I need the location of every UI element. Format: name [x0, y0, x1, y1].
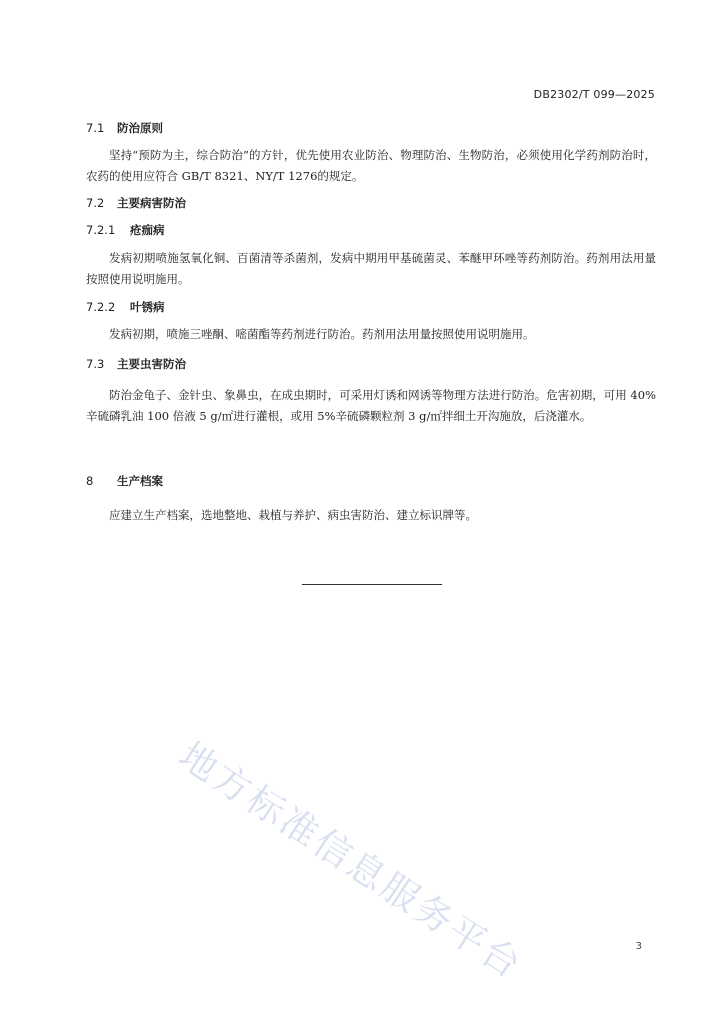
section-title: 主要病害防治 — [117, 196, 186, 210]
paragraph: 防治金龟子、金针虫、象鼻虫，在成虫期时，可采用灯诱和网诱等物理方法进行防治。危害初期，可用 40%辛硫磷乳油 100 倍液 5 g/㎡进行灌根，或用 5%辛硫磷颗粒剂 3 g/㎡拌细土开沟施放，后浇灌水。 — [86, 388, 656, 423]
section-heading-7-1 — [86, 120, 163, 136]
section-heading-7-2 — [86, 195, 186, 211]
section-heading-8 — [86, 473, 163, 489]
section-number: 7.2.1 — [86, 223, 116, 237]
section-title: 生产档案 — [117, 474, 163, 488]
section-number: 8 — [86, 474, 94, 488]
end-rule — [302, 584, 442, 585]
paragraph: 应建立生产档案，选地整地、栽植与养护、病虫害防治、建立标识牌等。 — [109, 508, 477, 522]
section-title: 叶锈病 — [130, 300, 165, 314]
paragraph: 发病初期，喷施三唑酮、嘧菌酯等药剂进行防治。药剂用法用量按照使用说明施用。 — [109, 327, 535, 341]
watermark: 地方标准信息服务平台 — [171, 733, 531, 988]
section-title: 疮痂病 — [130, 223, 165, 237]
section-heading-7-2-2 — [86, 299, 165, 315]
section-number: 7.2 — [86, 196, 105, 210]
section-title: 主要虫害防治 — [117, 357, 186, 371]
section-number: 7.2.2 — [86, 300, 116, 314]
doc-code: DB2302/T 099—2025 — [533, 88, 655, 101]
page-number: 3 — [635, 941, 642, 952]
paragraph: 坚持“预防为主，综合防治”的方针，优先使用农业防治、物理防治、生物防治，必须使用化学药剂防治时，农药的使用应符合 GB/T 8321、NY/T 1276的规定。 — [86, 148, 656, 183]
section-heading-7-2-1 — [86, 222, 165, 238]
section-number: 7.1 — [86, 121, 105, 135]
section-heading-7-3 — [86, 356, 186, 372]
section-number: 7.3 — [86, 357, 105, 371]
section-title: 防治原则 — [117, 121, 163, 135]
paragraph: 发病初期喷施氢氧化铜、百菌清等杀菌剂，发病中期用甲基硫菌灵、苯醚甲环唑等药剂防治。药剂用法用量按照使用说明施用。 — [86, 251, 656, 286]
